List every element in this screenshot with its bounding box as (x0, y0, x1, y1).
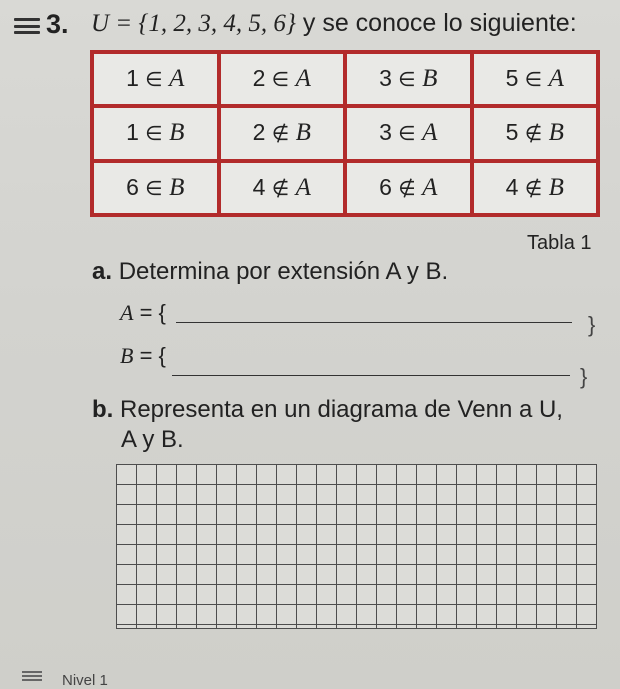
cell-set: A (548, 65, 564, 93)
exercise-marker-icon (14, 18, 40, 34)
exercise-statement (91, 9, 577, 38)
part-a-text: Determina por extensión A y B. (118, 258, 449, 285)
membership-symbol: ∉ (524, 175, 543, 200)
part-b-instruction (92, 396, 563, 424)
table-cell (345, 52, 472, 106)
table-cell (345, 161, 472, 215)
cell-set: B (169, 173, 185, 201)
membership-symbol: ∈ (145, 175, 163, 200)
membership-symbol: ∉ (398, 175, 416, 200)
cell-element: 3 (379, 65, 392, 92)
answer-a-close: } (588, 312, 596, 337)
cell-element: 1 (126, 119, 139, 146)
cell-element: 2 (252, 65, 266, 92)
membership-symbol: ∈ (145, 67, 163, 92)
cell-set: B (169, 119, 185, 147)
cell-element: 1 (126, 65, 139, 92)
table-row (92, 161, 598, 215)
cell-element: 6 (379, 173, 392, 200)
cell-set: B (422, 65, 438, 93)
answer-b-label (120, 343, 166, 369)
table-cell (345, 106, 472, 160)
membership-symbol: ∉ (524, 121, 543, 146)
answer-b-var: B (120, 343, 134, 368)
membership-symbol: ∈ (398, 121, 416, 146)
cell-element: 2 (252, 119, 266, 146)
part-a-instruction (92, 258, 448, 286)
part-a-letter: a. (92, 258, 113, 285)
cell-element: 5 (505, 65, 519, 92)
membership-symbol: ∈ (271, 67, 290, 92)
venn-diagram-grid[interactable] (116, 464, 597, 629)
table-caption: Tabla 1 (527, 232, 592, 254)
cell-element: 3 (379, 119, 392, 146)
cell-set: B (548, 119, 564, 147)
answer-b-close: } (580, 364, 588, 389)
cell-set: A (295, 173, 311, 201)
membership-symbol: ∈ (145, 121, 163, 146)
cell-element: 4 (252, 173, 266, 200)
membership-symbol: ∈ (398, 67, 416, 92)
cell-element: 5 (505, 119, 519, 146)
membership-symbol: ∉ (271, 121, 290, 146)
answer-a-prefix: = { (133, 300, 166, 325)
statement-text: y se conoce lo siguiente: (295, 9, 577, 37)
cell-set: A (169, 65, 185, 93)
part-b-text-line1: Representa en un diagrama de Venn a U, (120, 396, 563, 423)
table-row (92, 52, 598, 106)
table-cell (92, 106, 219, 160)
cell-set: A (422, 119, 438, 147)
cell-set: A (295, 65, 311, 93)
answer-b-line[interactable] (172, 375, 570, 376)
level-icon (22, 671, 42, 681)
cell-element: 4 (505, 173, 519, 200)
table-cell (472, 52, 599, 106)
table-cell (219, 106, 346, 160)
cell-set: B (548, 173, 564, 201)
answer-a-var: A (120, 300, 134, 325)
cell-set: B (295, 119, 311, 147)
answer-a-label (120, 300, 166, 326)
footer-level: Nivel 1 (62, 672, 108, 689)
part-b-letter: b. (92, 396, 114, 423)
membership-table (90, 50, 600, 217)
universe-definition: U = {1, 2, 3, 4, 5, 6} (91, 10, 296, 37)
table-cell (92, 52, 219, 106)
table-cell (92, 161, 219, 215)
membership-symbol: ∈ (524, 67, 543, 92)
table-row (92, 106, 598, 160)
table-cell (472, 106, 599, 160)
table-cell (219, 161, 346, 215)
answer-a-line[interactable] (176, 322, 572, 323)
cell-element: 6 (126, 173, 139, 200)
cell-set: A (422, 173, 438, 201)
part-b-text-line2: A y B. (121, 426, 184, 453)
exercise-number: 3. (46, 9, 69, 39)
membership-symbol: ∉ (271, 175, 290, 200)
table-cell (219, 52, 346, 106)
table-cell (472, 161, 599, 215)
answer-b-prefix: = { (133, 343, 166, 368)
